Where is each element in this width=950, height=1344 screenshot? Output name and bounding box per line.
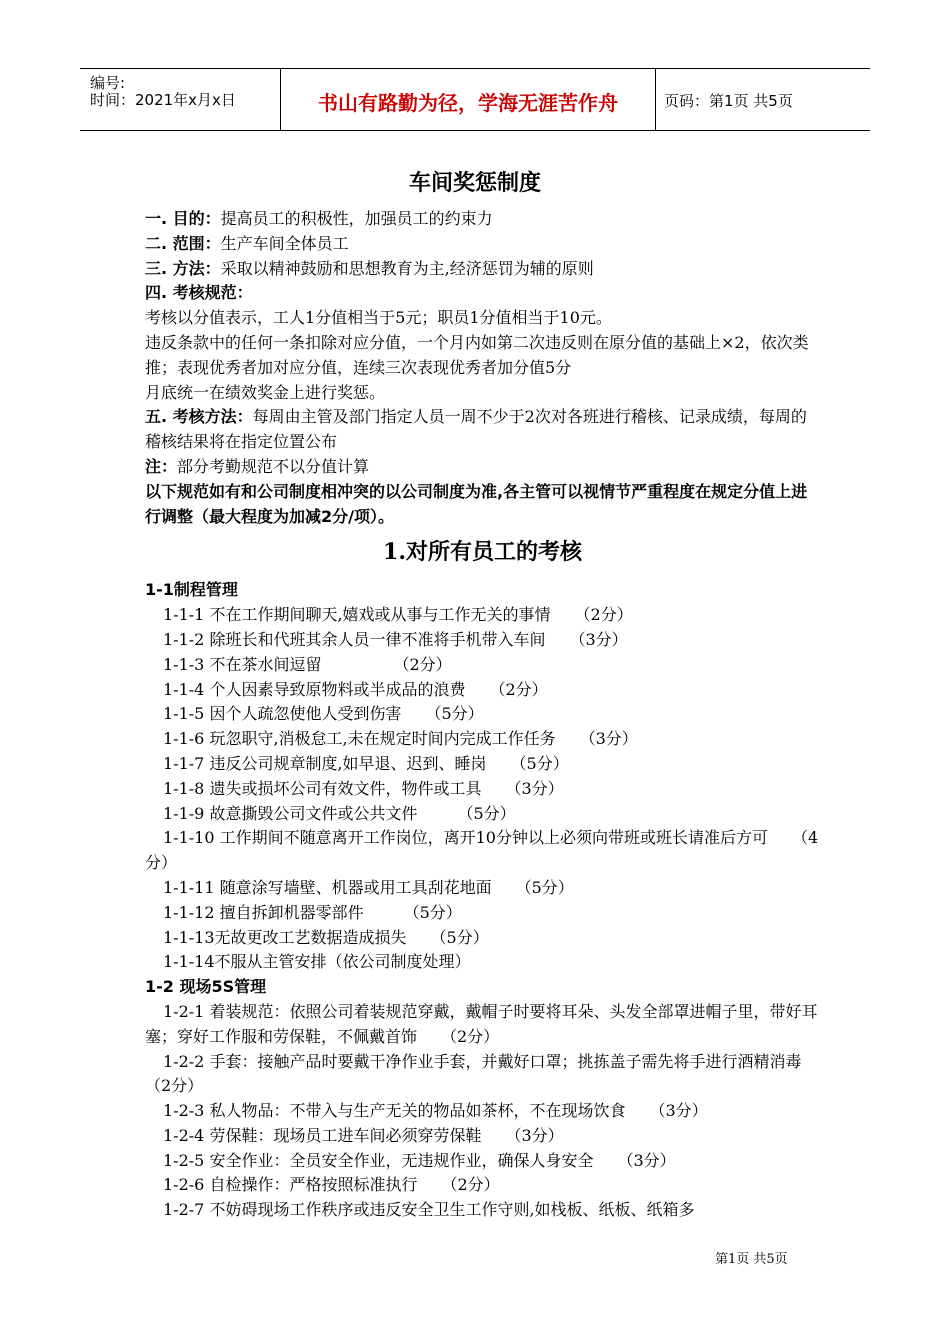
scope-text: 生产车间全体员工 bbox=[220, 233, 349, 253]
header-page-number: 页码：第1页 共5页 bbox=[664, 92, 793, 110]
method-label: 三. 方法： bbox=[145, 258, 221, 278]
note-paragraph bbox=[145, 455, 820, 480]
assessment-method-paragraph bbox=[145, 405, 820, 455]
list-item: 1-1-13无故更改工艺数据造成损失 （5分） bbox=[163, 927, 489, 947]
list-item: 1-2-4 劳保鞋：现场员工进车间必须穿劳保鞋 （3分） bbox=[163, 1125, 564, 1145]
assessment-method-text: 每周由主管及部门指定人员一周不少于2次对各班进行稽核、记录成绩，每周的稽核结果将在指定位置公布 bbox=[145, 407, 807, 452]
note-text: 部分考勤规范不以分值计算 bbox=[177, 456, 370, 476]
subsection-heading-process: 1-1制程管理 bbox=[145, 580, 238, 600]
list-item: 1-1-8 遗失或损坏公司有效文件，物件或工具 （3分） bbox=[163, 778, 564, 798]
violation-rule-paragraph: 违反条款中的任何一条扣除对应分值，一个月内如第二次违反则在原分值的基础上×2，依次类推；表现优秀者加对应分值，连续三次表现优秀者加分值5分 bbox=[145, 332, 809, 377]
header-right-cell bbox=[656, 69, 870, 130]
list-item: 1-1-12 擅自拆卸机器零部件 （5分） bbox=[163, 902, 462, 922]
note-label: 注： bbox=[145, 456, 178, 476]
list-item: 1-2-7 不妨碍现场工作秩序或违反安全卫生工作守则,如栈板、纸板、纸箱多 bbox=[163, 1200, 695, 1220]
section-heading: 1.对所有员工的考核 bbox=[383, 539, 582, 566]
method-text: 采取以精神鼓励和思想教育为主,经济惩罚为辅的原则 bbox=[220, 258, 594, 278]
score-value-paragraph: 考核以分值表示，工人1分值相当于5元；职员1分值相当于10元。 bbox=[145, 308, 612, 328]
list-item: 1-2-1 着装规范：依照公司着装规范穿戴，戴帽子时要将耳朵、头发全部罩进帽子里，带好耳塞；穿好工作服和劳保鞋，不佩戴首饰 （2分） bbox=[145, 1001, 818, 1046]
monthly-settlement-paragraph: 月底统一在绩效奖金上进行奖惩。 bbox=[145, 382, 386, 402]
page-footer: 第1页 共5页 bbox=[715, 1252, 788, 1267]
purpose-label: 一. 目的： bbox=[145, 209, 221, 228]
method-paragraph bbox=[145, 257, 820, 282]
list-item: 1-1-2 除班长和代班其余人员一律不准将手机带入车间 （3分） bbox=[163, 629, 628, 649]
list-item: 1-1-10 工作期间不随意离开工作岗位，离开10分钟以上必须向带班或班长请准后方可 （4分） bbox=[145, 828, 819, 873]
page-header bbox=[80, 68, 870, 131]
purpose-text: 提高员工的积极性，加强员工的约束力 bbox=[220, 209, 493, 228]
document-number-label: 编号: bbox=[90, 74, 126, 92]
list-item: 1-1-14不服从主管安排（依公司制度处理） bbox=[163, 952, 471, 972]
list-item: 1-1-1 不在工作期间聊天,嬉戏或从事与工作无关的事情 （2分） bbox=[163, 605, 633, 625]
list-item: 1-2-6 自检操作：严格按照标准执行 （2分） bbox=[163, 1175, 500, 1195]
policy-priority-paragraph: 以下规范如有和公司制度相冲突的以公司制度为准,各主管可以视情节严重程度在规定分值上进行调整（最大程度为加减2分/项）。 bbox=[145, 481, 808, 526]
purpose-paragraph bbox=[145, 207, 820, 232]
list-item: 1-2-3 私人物品：不带入与生产无关的物品如茶杯，不在现场饮食 （3分） bbox=[163, 1101, 708, 1121]
document-title: 车间奖惩制度 bbox=[408, 171, 541, 196]
list-item: 1-2-5 安全作业：全员安全作业，无违规作业，确保人身安全 （3分） bbox=[163, 1150, 676, 1170]
list-item: 1-1-4 个人因素导致原物料或半成品的浪费 （2分） bbox=[163, 679, 548, 699]
list-item: 1-1-7 违反公司规章制度,如早退、迟到、睡岗 （5分） bbox=[163, 753, 569, 773]
scope-label: 二. 范围： bbox=[145, 233, 221, 253]
subsection-heading-5s: 1-2 现场5S管理 bbox=[145, 977, 267, 997]
list-item: 1-1-9 故意撕毁公司文件或公共文件 （5分） bbox=[163, 803, 516, 823]
assessment-method-label: 五. 考核方法： bbox=[145, 407, 253, 427]
document-body bbox=[145, 207, 834, 1223]
assessment-spec-heading: 四. 考核规范： bbox=[145, 283, 253, 303]
header-left-cell bbox=[80, 69, 280, 130]
header-middle-cell bbox=[280, 69, 656, 130]
document-time-label: 时间：2021年x月x日 bbox=[90, 91, 236, 109]
list-item: 1-1-11 随意涂写墙壁、机器或用工具刮花地面 （5分） bbox=[163, 877, 574, 897]
header-motto: 书山有路勤为径，学海无涯苦作舟 bbox=[318, 91, 618, 115]
list-item: 1-1-6 玩忽职守,消极怠工,未在规定时间内完成工作任务 （3分） bbox=[163, 729, 638, 749]
list-item: 1-1-5 因个人疏忽使他人受到伤害 （5分） bbox=[163, 704, 484, 724]
list-item: 1-1-3 不在茶水间逗留 （2分） bbox=[163, 654, 452, 674]
scope-paragraph bbox=[145, 232, 820, 257]
list-item: 1-2-2 手套：接触产品时要戴干净作业手套，并戴好口罩；挑拣盖子需先将手进行酒精消毒 （2分） bbox=[145, 1051, 834, 1096]
